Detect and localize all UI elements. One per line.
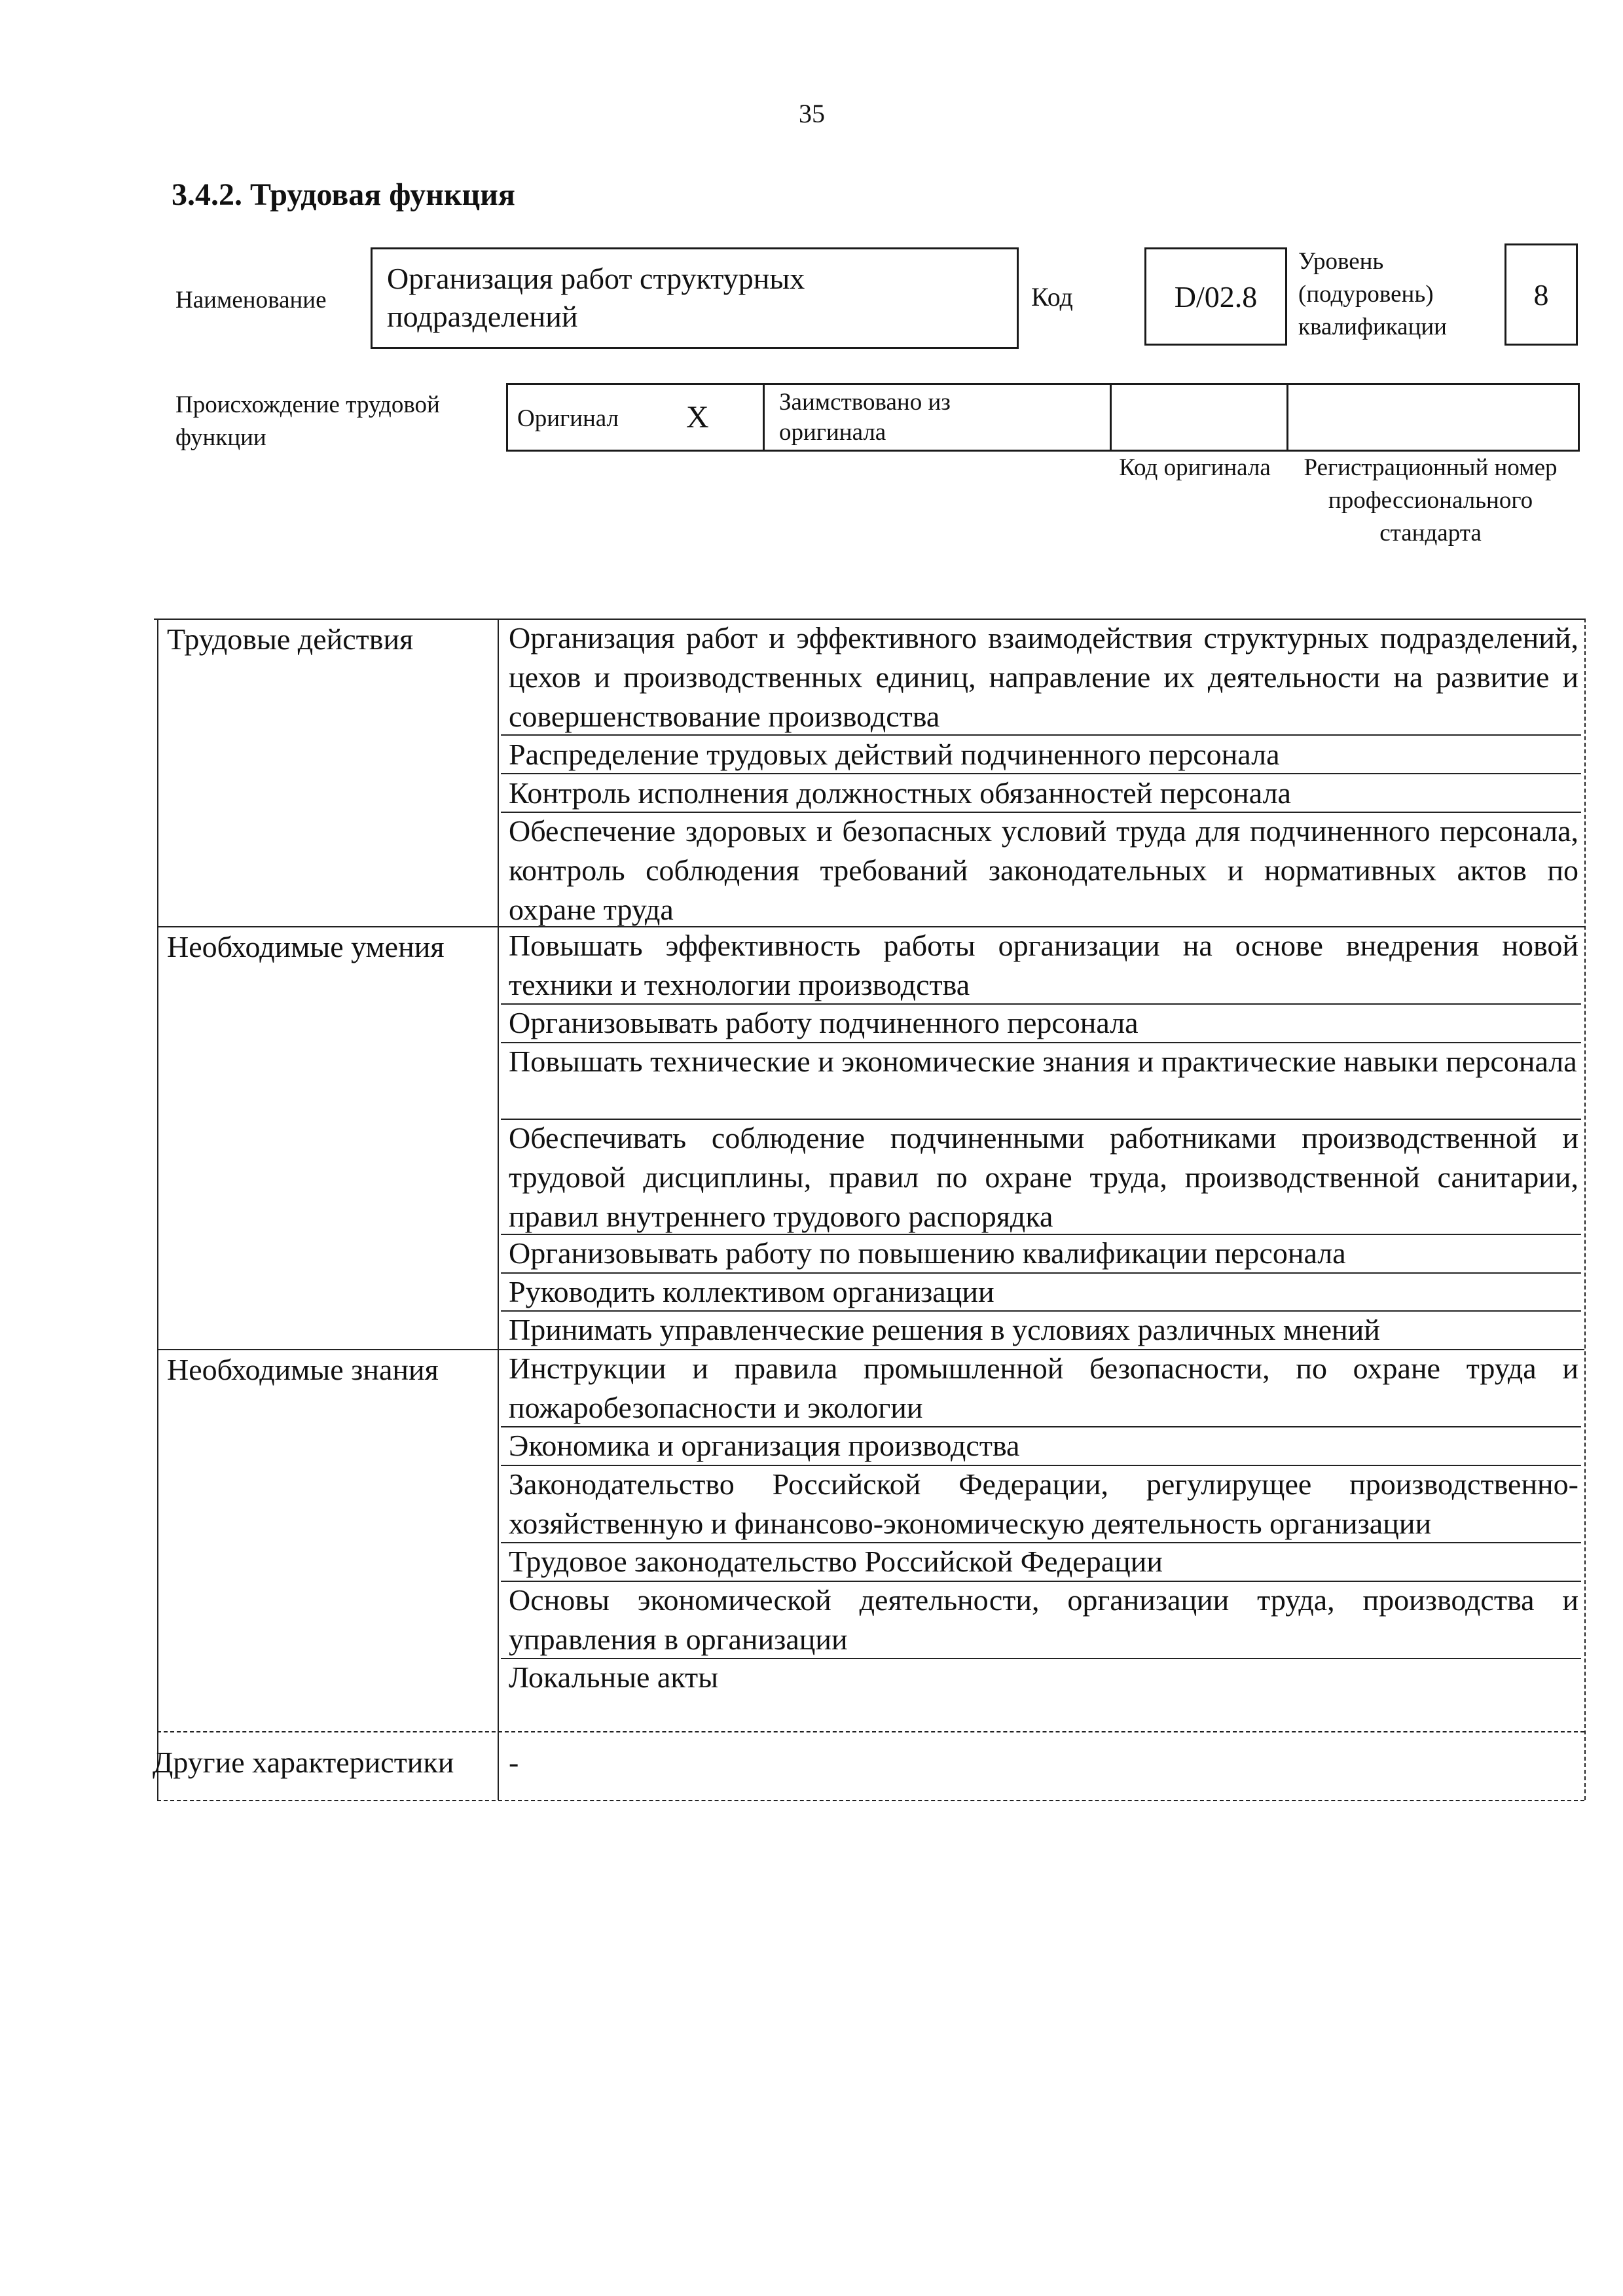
knowledge-item: Экономика и организация производства [509, 1429, 1020, 1462]
origin-label: Происхождение трудовой функции [175, 391, 440, 451]
labor-action-item: Организация работ и эффективного взаимодействия структурных подразделений, цехов и производственных единиц, направление их деятельности на развитие и совершенствование производства [509, 621, 1578, 733]
function-details-table [147, 619, 1588, 1810]
origin-table [506, 383, 1580, 452]
code-value: D/02.8 [1174, 279, 1258, 314]
origin-borrowed-label: Заимствовано из оригинала [779, 389, 951, 446]
labor-action-item: Распределение трудовых действий подчиненного персонала [509, 738, 1280, 771]
section-title-labor-actions: Трудовые действия [167, 622, 414, 656]
table-divider-other [157, 1731, 1584, 1732]
level-box [1504, 243, 1578, 346]
labor-action-item: Обеспечение здоровых и безопасных условий труда для подчиненного персонала, контроль соблюдения требований законодательных и нормативных актов по охране труда [509, 814, 1578, 926]
table-column-divider [498, 619, 499, 1800]
section-title-required-knowledge: Необходимые знания [167, 1353, 439, 1386]
reg-number-caption: Регистрационный номер профессионального стандарта [1304, 454, 1558, 547]
function-name-box [371, 247, 1019, 349]
skill-item: Обеспечивать соблюдение подчиненными работниками производственной и трудовой дисциплины, правил по охране труда, производственной санитарии, правил внутреннего трудового распорядка [509, 1121, 1578, 1233]
code-box [1144, 247, 1287, 346]
labor-action-item: Контроль исполнения должностных обязанностей персонала [509, 776, 1291, 810]
origin-original-label: Оригинал [517, 405, 619, 432]
code-original-caption: Код оригинала [1119, 454, 1271, 481]
skill-item: Повышать технические и экономические знания и практические навыки персонала [509, 1045, 1577, 1078]
page-number: 35 [799, 99, 825, 128]
origin-original-cell [508, 385, 765, 450]
origin-reg-number-cell [1288, 385, 1578, 450]
origin-borrowed-cell [765, 385, 1112, 450]
knowledge-item: Основы экономической деятельности, организации труда, производства и управления в организации [509, 1583, 1578, 1656]
origin-original-mark: X [686, 400, 709, 435]
other-characteristics-item: - [509, 1746, 519, 1779]
knowledge-item: Трудовое законодательство Российской Федерации [509, 1545, 1163, 1578]
function-name-value: Организация работ структурных подразделений [387, 262, 805, 333]
skill-item: Организовывать работу по повышению квалификации персонала [509, 1236, 1346, 1270]
section-title-required-skills: Необходимые умения [167, 930, 445, 963]
knowledge-item: Инструкции и правила промышленной безопасности, по охране труда и пожаробезопасности и экологии [509, 1352, 1578, 1424]
origin-code-cell [1112, 385, 1288, 450]
code-label: Код [1031, 282, 1073, 312]
name-label: Наименование [175, 287, 327, 314]
knowledge-item: Законодательство Российской Федерации, регулирущее производственно-хозяйственную и финансово-экономическую деятельность организации [509, 1467, 1578, 1540]
table-bottom-border [157, 1800, 1584, 1801]
skill-item: Организовывать работу подчиненного персонала [509, 1006, 1139, 1039]
level-value: 8 [1533, 278, 1549, 312]
section-title-other-characteristics: Другие характеристики [153, 1746, 454, 1779]
knowledge-item: Локальные акты [509, 1660, 719, 1694]
level-label: Уровень (подуровень) квалификации [1298, 248, 1447, 340]
table-left-border [157, 619, 158, 1800]
skill-item: Руководить коллективом организации [509, 1275, 994, 1308]
section-title: 3.4.2. Трудовая функция [172, 177, 515, 212]
skill-item: Повышать эффективность работы организации на основе внедрения новой техники и технологии производства [509, 929, 1578, 1001]
skill-item: Принимать управленческие решения в условиях различных мнений [509, 1313, 1380, 1346]
